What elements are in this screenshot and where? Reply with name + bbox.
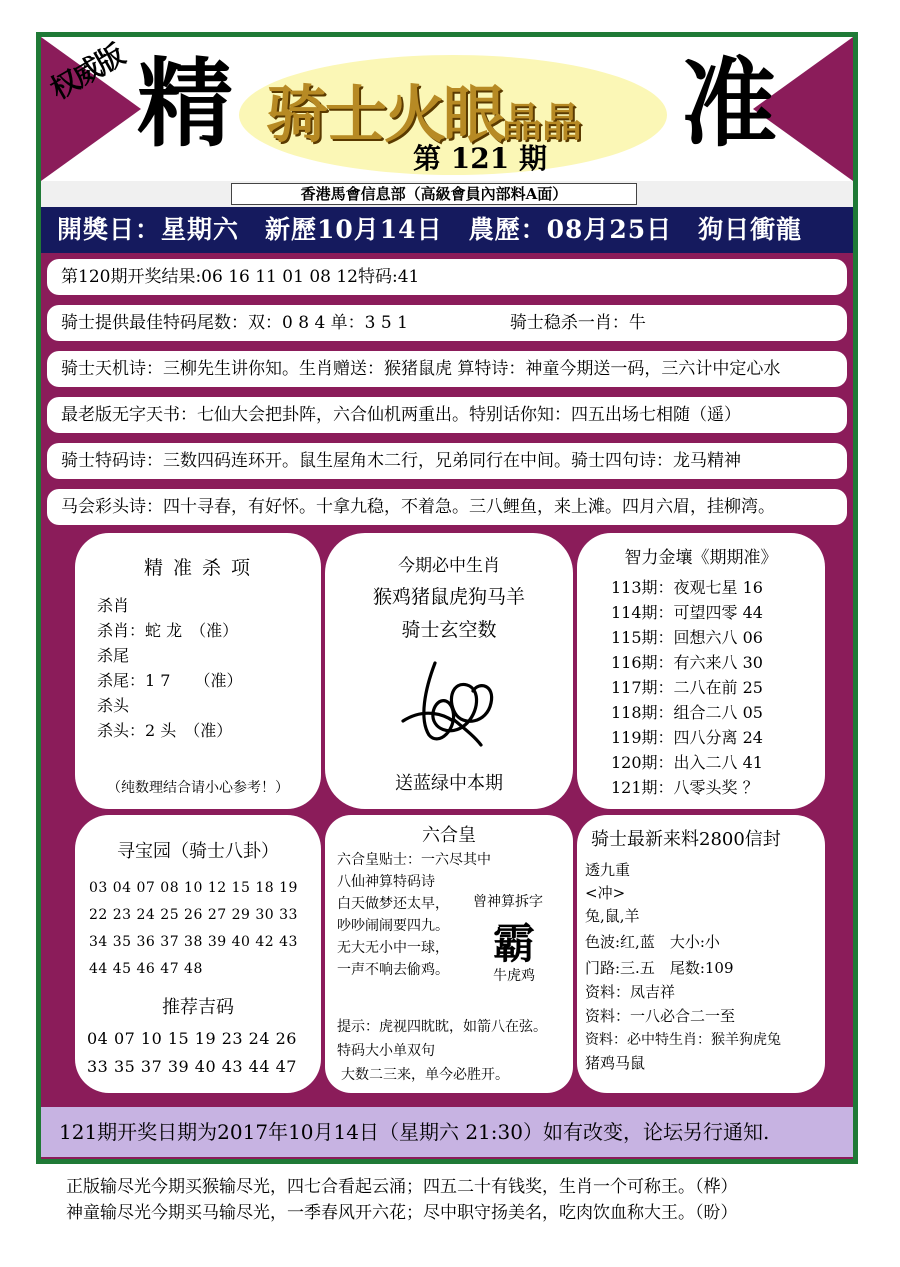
poem-row-tianji: 骑士天机诗：三柳先生讲你知。生肖赠送：猴猪鼠虎 算特诗：神童今期送一码，三六计中定心水 (47, 351, 847, 387)
liuhe-line: 白天做梦还太早， (337, 896, 449, 912)
poster-frame (36, 32, 858, 1164)
treasure-panel (75, 815, 321, 1093)
right-big-char: 准 (681, 47, 777, 160)
footer-notice: 121期开奖日期为2017年10月14日（星期六 21:30）如有改变，论坛另行通知. (41, 1107, 853, 1157)
sub-header-text: 香港馬會信息部（高級會員內部料A面） (231, 183, 637, 205)
treasure-numbers: 22 23 24 25 26 27 29 30 33 (89, 907, 298, 923)
wisdom-item: 115期：回想六八 06 (611, 628, 763, 647)
liuhe-line: 八仙神算特码诗 (337, 874, 435, 890)
center-bottom-line: 送蓝绿中本期 (395, 773, 503, 794)
draw-date-bar: 開獎日：星期六 新歷10月14日 農歷：08月25日 狗日衝龍 (41, 207, 853, 253)
recommended-numbers: 33 35 37 39 40 43 44 47 (87, 1057, 297, 1076)
kill-panel-note: （纯数理结合请小心参考！） (107, 780, 289, 796)
latest-line: 资料：必中特生肖：猴羊狗虎兔 (585, 1032, 781, 1048)
latest-line: 门路:三.五 尾数:109 (585, 959, 734, 977)
liuhe-line: 特码大小单双句 (337, 1043, 435, 1059)
tail-number-row: 骑士提供最佳特码尾数：双：0 8 4 单：3 5 1 骑士稳杀一肖：牛 (47, 305, 847, 341)
wisdom-item: 113期：夜观七星 16 (611, 578, 763, 597)
latest-line: 色波:红,蓝 大小:小 (585, 933, 720, 951)
kill-line: 杀头 (97, 696, 130, 715)
wisdom-panel-title: 智力金壤《期期准》 (624, 548, 778, 568)
liuhe-side-bottom: 牛虎鸡 (493, 968, 535, 984)
liuhe-panel (325, 815, 573, 1093)
recommended-numbers: 04 07 10 15 19 23 24 26 (87, 1029, 297, 1048)
latest-line: 兔,鼠,羊 (585, 907, 640, 925)
center-line-3: 骑士玄空数 (401, 619, 497, 641)
treasure-panel-title: 寻宝园（骑士八卦） (117, 841, 279, 862)
latest-line: 猪鸡马鼠 (585, 1054, 646, 1072)
poem-row-special: 骑士特码诗：三数四码连环开。鼠生屋角木二行，兄弟同行在中间。骑士四句诗：龙马精神 (47, 443, 847, 479)
liuhe-side-title: 曾神算拆字 (473, 894, 543, 910)
signature-squiggle-icon (395, 659, 505, 749)
wisdom-item: 118期：组合二八 05 (611, 703, 763, 722)
wisdom-item: 117期：二八在前 25 (611, 678, 763, 697)
recommended-title: 推荐吉码 (162, 997, 234, 1018)
sub-header-bar (41, 181, 853, 207)
header (41, 37, 853, 181)
authority-stamp: 权威版 (44, 38, 129, 107)
latest-panel-title: 骑士最新来料2800信封 (591, 829, 781, 850)
kill-line: 杀肖：蛇 龙 （准） (97, 621, 239, 640)
kill-panel (75, 533, 321, 809)
kill-line: 杀头：2 头 （准） (97, 721, 233, 740)
latest-line: 资料：一八必合二一至 (585, 1007, 736, 1025)
latest-panel (577, 815, 825, 1093)
liuhe-big-char: 霸 (493, 919, 536, 968)
center-line-2: 猴鸡猪鼠虎狗马羊 (372, 586, 525, 608)
title-small: 晶晶 (502, 99, 583, 146)
bottom-poem-2: 神童输尽光今期买马输尽光，一季春风开六花；尽中职守扬美名，吃肉饮血称大王。（昐） (66, 1203, 738, 1223)
wisdom-item: 121期：八零头奖 ？ (611, 778, 759, 797)
center-line-1: 今期必中生肖 (398, 556, 500, 576)
treasure-numbers: 34 35 36 37 38 39 40 42 43 (89, 934, 298, 950)
liuhe-line: 无大无小中一球， (337, 940, 449, 956)
latest-line: 资料：凤吉祥 (585, 983, 676, 1001)
left-big-char: 精 (137, 47, 233, 160)
wisdom-item: 116期：有六来八 30 (611, 653, 763, 672)
title-main: 骑士火眼 (266, 78, 503, 151)
issue-number: 第 121 期 (413, 142, 547, 175)
latest-line: 透九重 (585, 861, 631, 879)
poem-row-tianshu: 最老版无字天书：七仙大会把卦阵，六合仙机两重出。特别话你知：四五出场七相随（遥） (47, 397, 847, 433)
treasure-numbers: 03 04 07 08 10 12 15 18 19 (89, 880, 298, 896)
kill-line: 杀尾 (97, 646, 130, 665)
latest-line: <冲> (585, 884, 626, 902)
kill-panel-title: 精 准 杀 项 (143, 557, 253, 579)
liuhe-line: 大数二三来，单今必胜开。 (341, 1067, 509, 1083)
wisdom-item: 119期：四八分离 24 (611, 728, 763, 747)
treasure-numbers: 44 45 46 47 48 (89, 961, 203, 977)
wisdom-panel (577, 533, 825, 809)
poem-row-caitou: 马会彩头诗：四十寻春，有好怀。十拿九稳，不着急。三八鲤鱼，来上滩。四月六眉，挂柳湾。 (47, 489, 847, 525)
result-row: 第120期开奖结果:06 16 11 01 08 12特码:41 (47, 259, 847, 295)
liuhe-hint: 提示：虎视四眈眈，如箭八在弦。 (337, 1019, 547, 1035)
bottom-poem-1: 正版输尽光今期买猴输尽光，四七合看起云涌；四五二十有钱奖，生肖一个可称王。（桦） (66, 1177, 738, 1197)
center-panel (325, 533, 573, 809)
liuhe-line: 六合皇贴士：一六尽其中 (337, 852, 491, 868)
kill-line: 杀尾：1 7 （准） (97, 671, 243, 690)
kill-line: 杀肖 (97, 596, 130, 615)
liuhe-line: 吵吵闹闹要四九。 (337, 918, 449, 934)
wisdom-item: 114期：可望四零 44 (611, 603, 763, 622)
liuhe-panel-title: 六合皇 (422, 825, 476, 846)
wisdom-item: 120期：出入二八 41 (611, 753, 763, 772)
liuhe-line: 一声不响去偷鸡。 (337, 962, 449, 978)
